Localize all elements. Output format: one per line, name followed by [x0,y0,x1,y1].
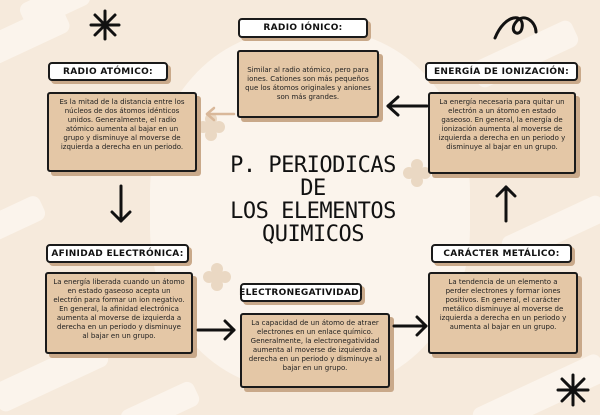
title-line: QUIMICOS [262,222,364,248]
arrow-left-icon [204,106,236,122]
title-line: LOS ELEMENTOS [230,199,396,225]
caracter-metalico-text: La tendencia de un elemento a perder electrones y formar iones positivos. En general, el carácter metálico disminuye al moverse de izquierda a derecha en un periodo y aumenta al bajar en un grupo. [439,278,567,331]
radio-atomico-box [47,92,197,172]
background-shape [118,379,201,415]
radio-ionico-text: Similar al radio atómico, pero para iones. Cationes son más pequeños que los átomos originales y aniones son más grandes. [245,66,371,101]
main-title [213,154,413,246]
asterisk-doodle-icon [555,372,591,408]
title-line: P. PERIODICAS DE [230,153,396,202]
energia-ionizacion-heading: ENERGÍA DE IONIZACIÓN: [425,62,578,81]
background-shape [0,194,48,243]
caracter-metalico-heading: CARÁCTER METÁLICO: [431,244,572,263]
arrow-left-icon [385,95,429,117]
radio-ionico-box [237,50,379,118]
electronegatividad-heading: ELECTRONEGATIVIDAD: [240,283,362,302]
energia-ionizacion-box [428,92,576,174]
asterisk-doodle-icon [88,8,122,42]
swirl-doodle-icon [490,8,540,48]
arrow-right-icon [391,315,429,337]
radio-atomico-text: Es la mitad de la distancia entre los núcleos de dos átomos idénticos unidos. Generalmente, el radio atómico aumenta al bajar en un grupo y disminuye al moverse de izquierda a derecha en un periodo. [59,98,185,151]
afinidad-electronica-heading: AFINIDAD ELECTRÓNICA: [46,244,189,263]
arrow-up-icon [494,184,518,224]
radio-atomico-heading: RADIO ATÓMICO: [48,62,168,81]
radio-ionico-heading: RADIO IÓNICO: [238,18,368,38]
electronegatividad-box [240,313,390,388]
electronegatividad-text: La capacidad de un átomo de atraer electrones en un enlace químico. Generalmente, la electronegatividad aumenta al moverse de izquierda a derecha en un periodo y disminuye al bajar en un grupo. [248,319,382,372]
afinidad-electronica-box [45,272,193,354]
flower-doodle-icon [202,262,232,292]
arrow-right-icon [195,319,237,341]
arrow-down-icon [109,183,133,225]
afinidad-electronica-text: La energía liberada cuando un átomo en estado gaseoso acepta un electrón para formar un ion negativo. En general, la afinidad electrónica aumenta al moverse de izquierda a derecha en un periodo y disminuye al bajar en un grupo. [53,278,185,340]
caracter-metalico-box [428,272,578,354]
energia-ionizacion-text: La energía necesaria para quitar un electrón a un átomo en estado gaseoso. En general, la energía de ionización aumenta al moverse de izquierda a derecha en un periodo y disminuye al bajar en un grupo. [438,98,566,151]
